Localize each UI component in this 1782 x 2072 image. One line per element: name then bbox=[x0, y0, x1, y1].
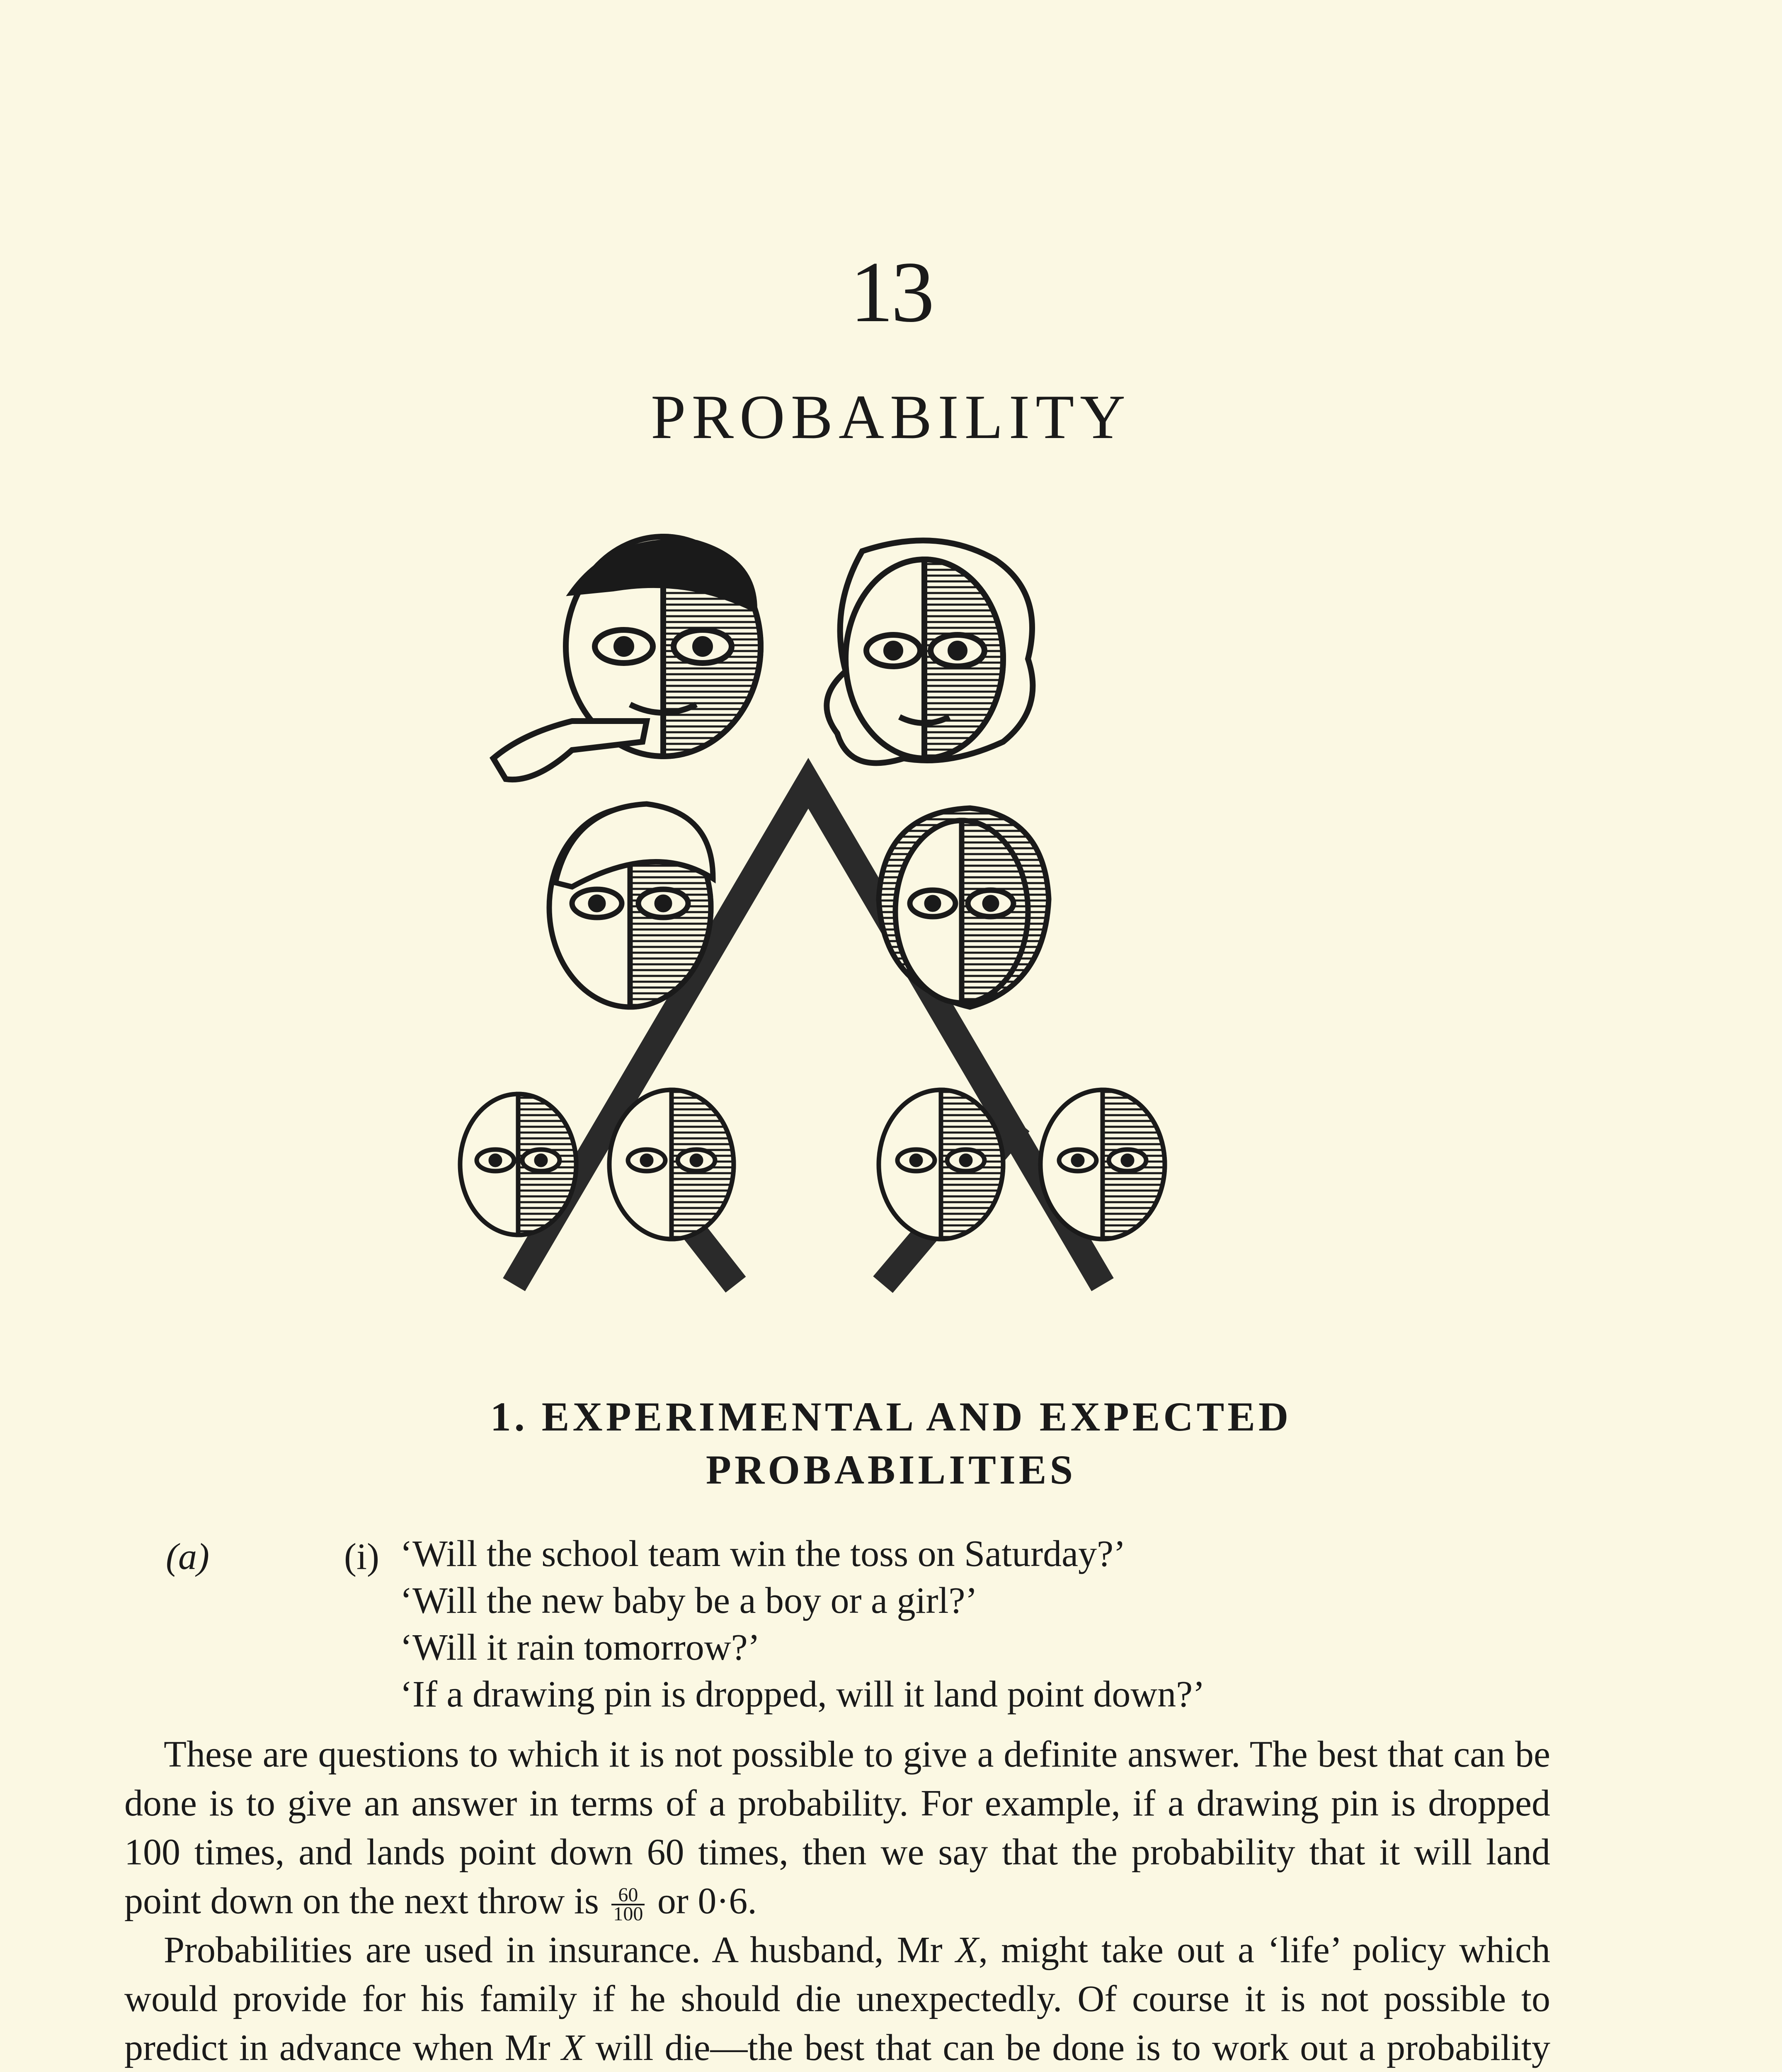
grandchild-face-4 bbox=[1040, 1090, 1165, 1239]
paragraph-2-end: will die—the best that can be done is to work out a probability bbox=[595, 2027, 1550, 2068]
family-tree-illustration bbox=[398, 526, 1248, 1314]
question-1: ‘Will the school team win the toss on Saturday?’ bbox=[400, 1533, 1126, 1574]
grandchild-face-1 bbox=[460, 1094, 576, 1235]
section-heading bbox=[0, 1390, 1782, 1496]
grandchild-face-3 bbox=[879, 1090, 1003, 1239]
chapter-title: PROBABILITY bbox=[651, 382, 1131, 452]
paragraph-1-text: These are questions to which it is not possible to give a definite answer. The best that can be done is to give an answer in terms of a probability. For example, if a drawing pin is dropped 100 times, and lands point down 60 times, then we say that the probability that it will land point down on the next throw is bbox=[124, 1734, 1550, 1922]
paragraph-2 bbox=[124, 1926, 1550, 2072]
section-heading-line1: 1. EXPERIMENTAL AND EXPECTED bbox=[490, 1394, 1292, 1440]
grandmother-face bbox=[827, 540, 1033, 763]
question-2: ‘Will the new baby be a boy or a girl?’ bbox=[400, 1580, 978, 1621]
chapter-number: 13 bbox=[850, 244, 932, 340]
paragraph-2-middle: , might take out a ‘life’ policy which would provide for his family if he should die unexpectedly. Of course it is not possible to predict in advance when Mr bbox=[124, 1929, 1550, 2068]
question-4: ‘If a drawing pin is dropped, will it land point down?’ bbox=[400, 1674, 1205, 1715]
grandchild-face-2 bbox=[609, 1090, 734, 1239]
fraction-numerator: 60 bbox=[611, 1886, 645, 1905]
paragraph-1-end: or 0·6. bbox=[657, 1881, 757, 1922]
paragraph-1 bbox=[124, 1730, 1550, 1926]
paragraph-2-start: Probabilities are used in insurance. A husband, Mr bbox=[164, 1929, 956, 1970]
body-text bbox=[124, 1730, 1550, 2072]
variable-x-1: X bbox=[955, 1929, 979, 1970]
fraction-60-100 bbox=[611, 1886, 645, 1923]
question-3: ‘Will it rain tomorrow?’ bbox=[400, 1627, 760, 1668]
variable-x-2: X bbox=[561, 2027, 584, 2068]
section-heading-line2: PROBABILITIES bbox=[706, 1447, 1076, 1493]
paragraph-label: (a) bbox=[166, 1536, 209, 1577]
question-numeral: (i) bbox=[344, 1536, 379, 1577]
son-face bbox=[549, 804, 713, 1007]
grandfather-face bbox=[493, 537, 761, 779]
daughter-face bbox=[879, 808, 1049, 1007]
fraction-denominator: 100 bbox=[613, 1903, 643, 1925]
